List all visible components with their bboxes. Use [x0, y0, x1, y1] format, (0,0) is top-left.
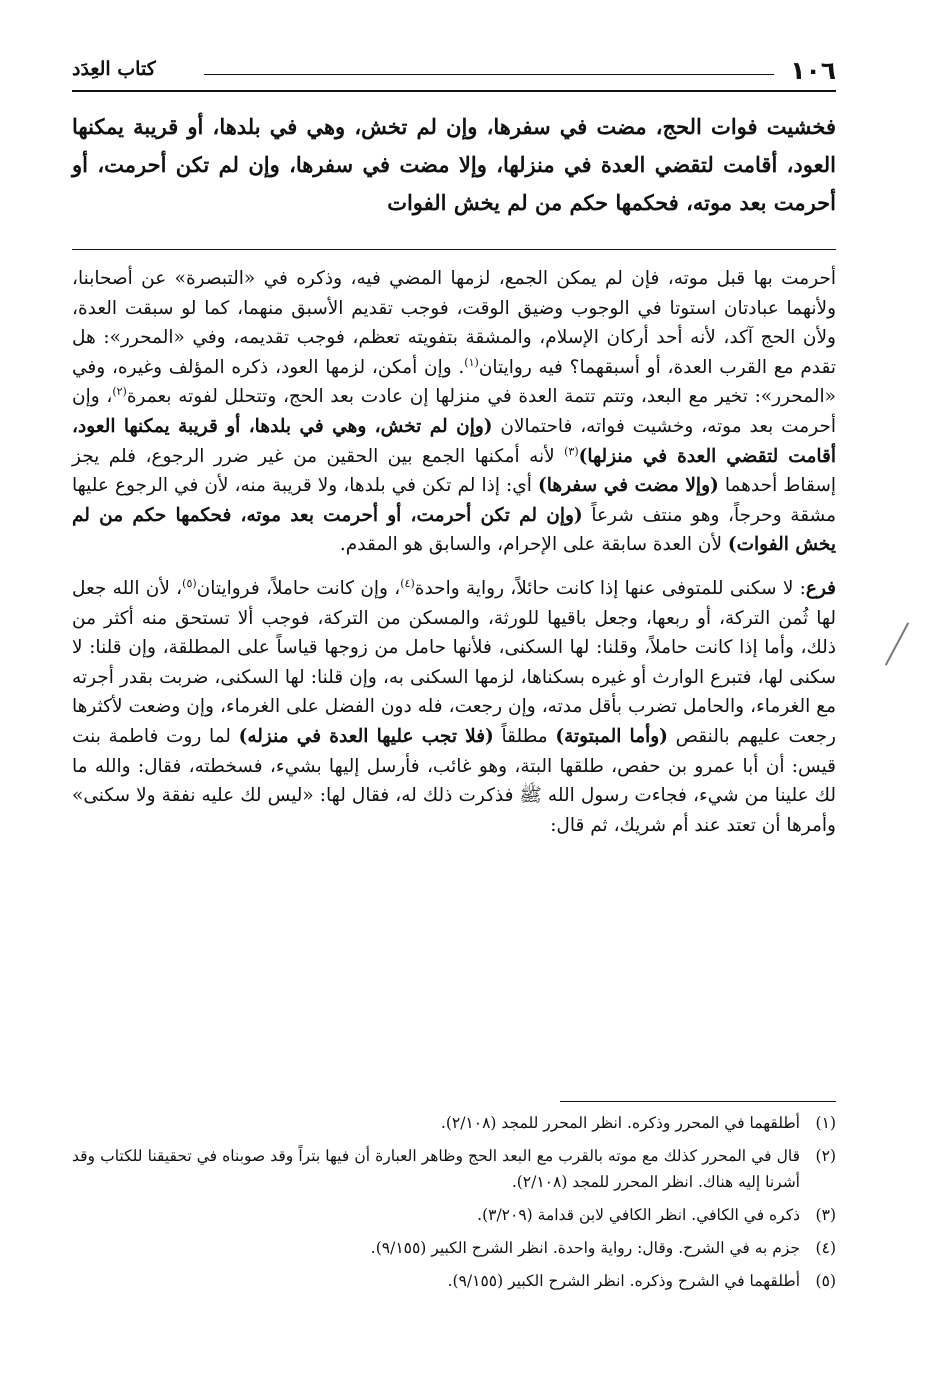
text-run: لأنه أمكنها الجمع بين الحقين من غير ضرر الرجوع، فلم يجز إسقاط أحدهما	[72, 445, 836, 497]
quoted-matn: (وإلا مضت في سفرها)	[537, 475, 719, 497]
footnote-text: ذكره في الكافي. انظر الكافي لابن قدامة (٣/٢٠٩).	[477, 1206, 800, 1224]
main-text-quote: فخشيت فوات الحج، مضت في سفرها، وإن لم تخش، وهي في بلدها، أو قريبة يمكنها العود، أقامت لتقضي العدة في منزلها، وإلا مضت في سفرها، وإن لم تكن أحرمت، أو أحرمت بعد موته، فحكمها حكم من لم يخش الفوات	[72, 114, 836, 215]
text-run: لأن العدة سابقة على الإحرام، والسابق هو المقدم.	[339, 534, 728, 556]
footnote-item	[72, 1235, 836, 1261]
footnote-number: (٤)	[815, 1239, 836, 1257]
quoted-matn: (فلا تجب عليها العدة في منزله)	[238, 725, 494, 747]
footnote-ref[interactable]: (٤)	[400, 576, 415, 590]
footnote-ref[interactable]: (٣)	[564, 444, 579, 458]
footnote-text: أطلقهما في المحرر وذكره. انظر المحرر للمجد (٢/١٠٨).	[440, 1114, 800, 1132]
text-run: مطلقاً	[501, 725, 556, 747]
commentary-paragraph-1	[72, 264, 836, 560]
margin-pencil-mark	[885, 622, 909, 665]
book-title: كتاب العِدَد	[72, 58, 156, 80]
footnote-number: (٣)	[815, 1206, 836, 1224]
text-run: . وإن أمكن، لزمها العود، ذكره المؤلف وغيره، وفي «المحرر»: تخير مع البعد، وتتم تتمة العدة في منزلها إن عادت بعد الحج، وتتحلل لفوته بعمرة	[72, 356, 836, 408]
page-header	[72, 52, 836, 92]
quoted-matn: (وإن لم تكن أحرمت، أو أحرمت بعد موته، فحكمها حكم من لم يخش الفوات)	[72, 504, 836, 556]
footnote-text: أطلقهما في الشرح وذكره. انظر الشرح الكبير (٩/١٥٥).	[447, 1272, 800, 1290]
footnote-separator	[560, 1101, 836, 1102]
text-run: أي: إذا لم تكن في بلدها، ولا قريبة منه، لأن في الرجوع عليها مشقة وحرجاً، وهو منتف شرعاً	[72, 475, 836, 526]
page-number: ١٠٦	[790, 56, 836, 85]
footnote-ref[interactable]: (١)	[464, 355, 479, 369]
commentary-paragraph-2	[72, 574, 836, 840]
footnote-number: (٥)	[815, 1272, 836, 1290]
text-run: أحرمت بها قبل موته، فإن لم يمكن الجمع، لزمها المضي فيه، وذكره في «التبصرة» عن أصحابنا، ولأنهما عبادتان استوتا في الوجوب وضيق الوقت، فوجب تقديم الأسبق منهما، كما لو سبقت العدة، ولأن الحج آكد، لأنه أحد أركان الإسلام، والمشقة بتفويته تعظم، فوجب تقديمه، وفي «المحرر»: هل تقدم مع القرب العدة، أو أسبقهما؟ فيه روايتان	[72, 268, 836, 378]
text-run: ، وإن أحرمت بعد موته، وخشيت فواته، فاحتمالان	[72, 386, 836, 437]
branch-label: فرع	[805, 577, 836, 599]
footnote-ref[interactable]: (٢)	[112, 385, 127, 399]
footnote-text: جزم به في الشرح. وقال: رواية واحدة. انظر الشرح الكبير (٩/١٥٥).	[370, 1239, 800, 1257]
commentary-body	[72, 264, 836, 840]
footnote-item	[72, 1202, 836, 1228]
footnotes	[72, 1110, 836, 1301]
footnote-item	[72, 1110, 836, 1136]
quoted-matn: (وأما المبتوتة)	[555, 725, 668, 747]
header-rule	[204, 74, 774, 75]
text-run: ، وإن كانت حاملاً، فروايتان	[196, 577, 401, 599]
quote-separator	[72, 249, 836, 250]
footnote-number: (٢)	[815, 1147, 836, 1165]
footnote-text: قال في المحرر كذلك مع موته بالقرب مع البعد الحج وظاهر العبارة أن فيها بتراً وقد صوبناه في تحقيقنا للكتاب وقد أشرنا إليه هناك. انظر المحرر للمجد (٢/١٠٨).	[72, 1147, 800, 1191]
text-run: : لا سكنى للمتوفى عنها إذا كانت حائلاً، رواية واحدة	[414, 577, 806, 599]
quoted-matn: (وإن لم تخش، وهي في بلدها، أو قريبة يمكنها العود، أقامت لتقضي العدة في منزلها)	[72, 415, 836, 467]
text-run: ، لأن الله جعل لها ثُمن التركة، أو ربعها، وجعل باقيها للورثة، والمسكن من التركة، فوجب ألا تستحق منه أكثر من ذلك، وأما إذا كانت حاملاً، وقلنا: لها السكنى، فلأنها حامل من زوجها قياساً على المطلقة، وإن قلنا: لا سكنى لها، فتبرع الوارث أو غيره بسكناها، لزمها السكنى به، وإن قلنا: لها السكنى، ضربت بقدر أجرته مع الغرماء، والحامل تضرب بأقل مدته، وإن رجعت، فله دون الفضل على الغرماء، وإن وضعت لأكثرها رجعت عليهم بالنقص	[72, 577, 836, 747]
footnote-ref[interactable]: (٥)	[182, 576, 197, 590]
footnote-item	[72, 1268, 836, 1294]
footnote-item	[72, 1143, 836, 1195]
footnote-number: (١)	[815, 1114, 836, 1132]
text-run: لما روت فاطمة بنت قيس: أن أبا عمرو بن حفص، طلقها البتة، وهو غائب، فأرسل إليها بشيء، فسخطته، فقال: والله ما لك علينا من شيء، فجاءت رسول الله ﷺ فذكرت ذلك له، فقال لها: «ليس لك عليه نفقة ولا سكنى» وأمرها أن تعتد عند أم شريك، ثم قال:	[72, 725, 836, 836]
